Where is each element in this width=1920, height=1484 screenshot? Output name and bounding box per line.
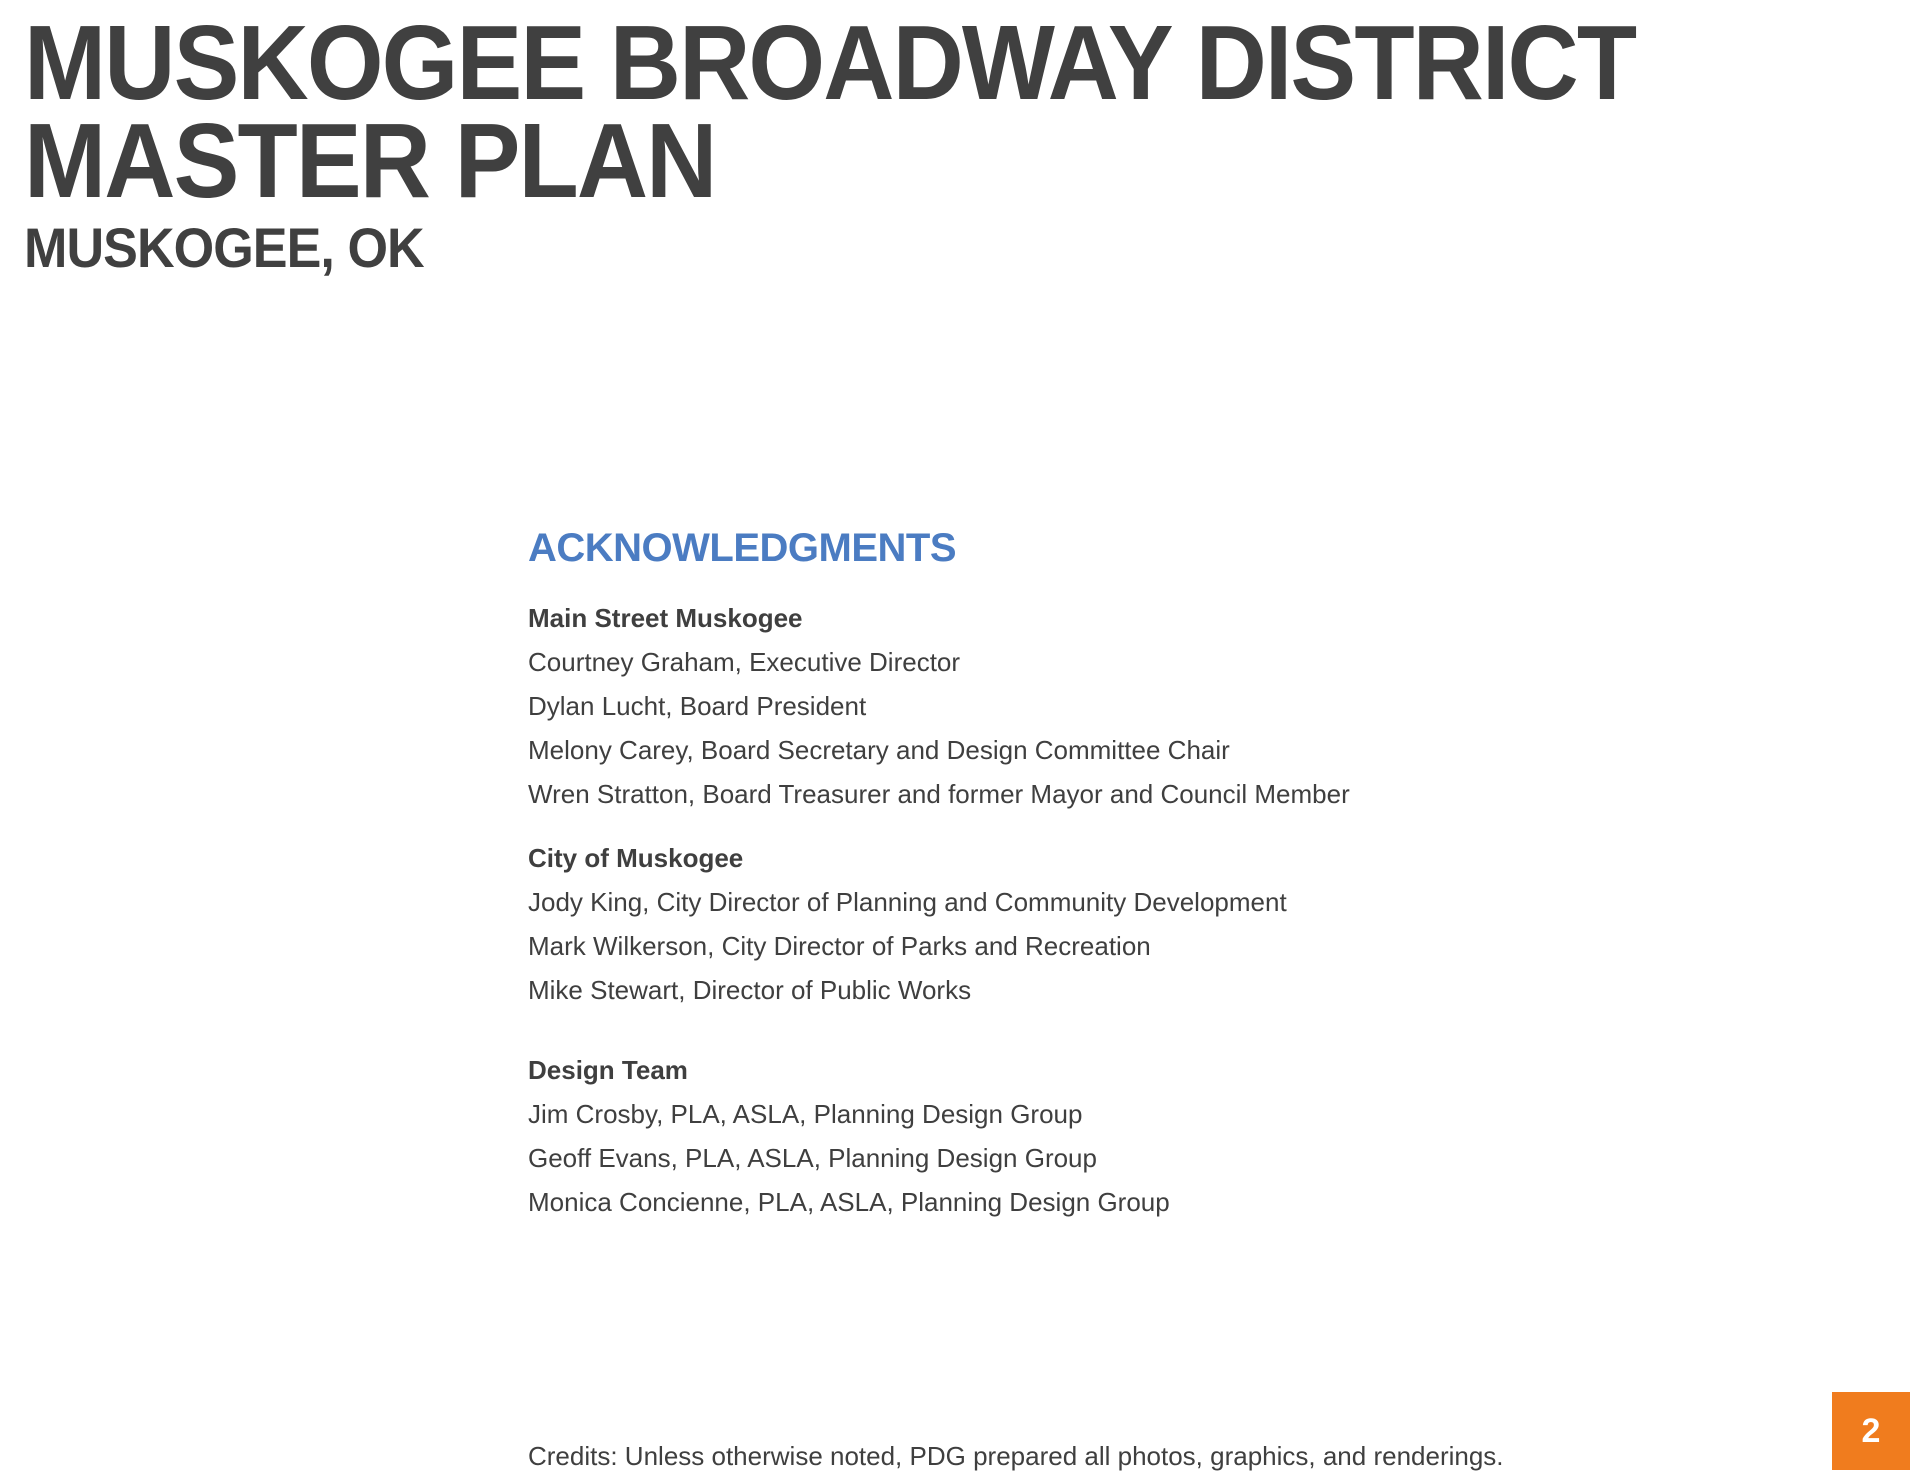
- list-item: Jim Crosby, PLA, ASLA, Planning Design Group: [528, 1099, 1083, 1129]
- acknowledgments-section: [528, 520, 1728, 1244]
- group-design-team: [528, 1048, 1728, 1224]
- page-subtitle-location: MUSKOGEE, OK: [24, 216, 424, 279]
- list-item: Mark Wilkerson, City Director of Parks and Recreation: [528, 931, 1151, 961]
- list-item: Dylan Lucht, Board President: [528, 691, 867, 721]
- group-main-street-muskogee: [528, 596, 1728, 816]
- list-item: Melony Carey, Board Secretary and Design Committee Chair: [528, 735, 1230, 765]
- title-block: [24, 4, 1757, 280]
- group-city-of-muskogee: [528, 836, 1728, 1012]
- group-title: Design Team: [528, 1055, 688, 1085]
- page-number-badge: 2: [1832, 1392, 1910, 1470]
- page-title-line-2: MASTER PLAN: [24, 102, 716, 220]
- acknowledgments-heading: ACKNOWLEDGMENTS: [528, 526, 957, 570]
- group-title: City of Muskogee: [528, 843, 744, 873]
- group-title: Main Street Muskogee: [528, 603, 803, 633]
- credits-note: Credits: Unless otherwise noted, PDG prepared all photos, graphics, and renderings.: [528, 1441, 1504, 1471]
- list-item: Mike Stewart, Director of Public Works: [528, 975, 972, 1005]
- list-item: Jody King, City Director of Planning and Community Development: [528, 887, 1287, 917]
- list-item: Geoff Evans, PLA, ASLA, Planning Design Group: [528, 1143, 1097, 1173]
- list-item: Monica Concienne, PLA, ASLA, Planning Design Group: [528, 1187, 1170, 1217]
- list-item: Courtney Graham, Executive Director: [528, 647, 961, 677]
- list-item: Wren Stratton, Board Treasurer and former Mayor and Council Member: [528, 779, 1350, 809]
- page-title-line-1: MUSKOGEE BROADWAY DISTRICT: [24, 4, 1636, 122]
